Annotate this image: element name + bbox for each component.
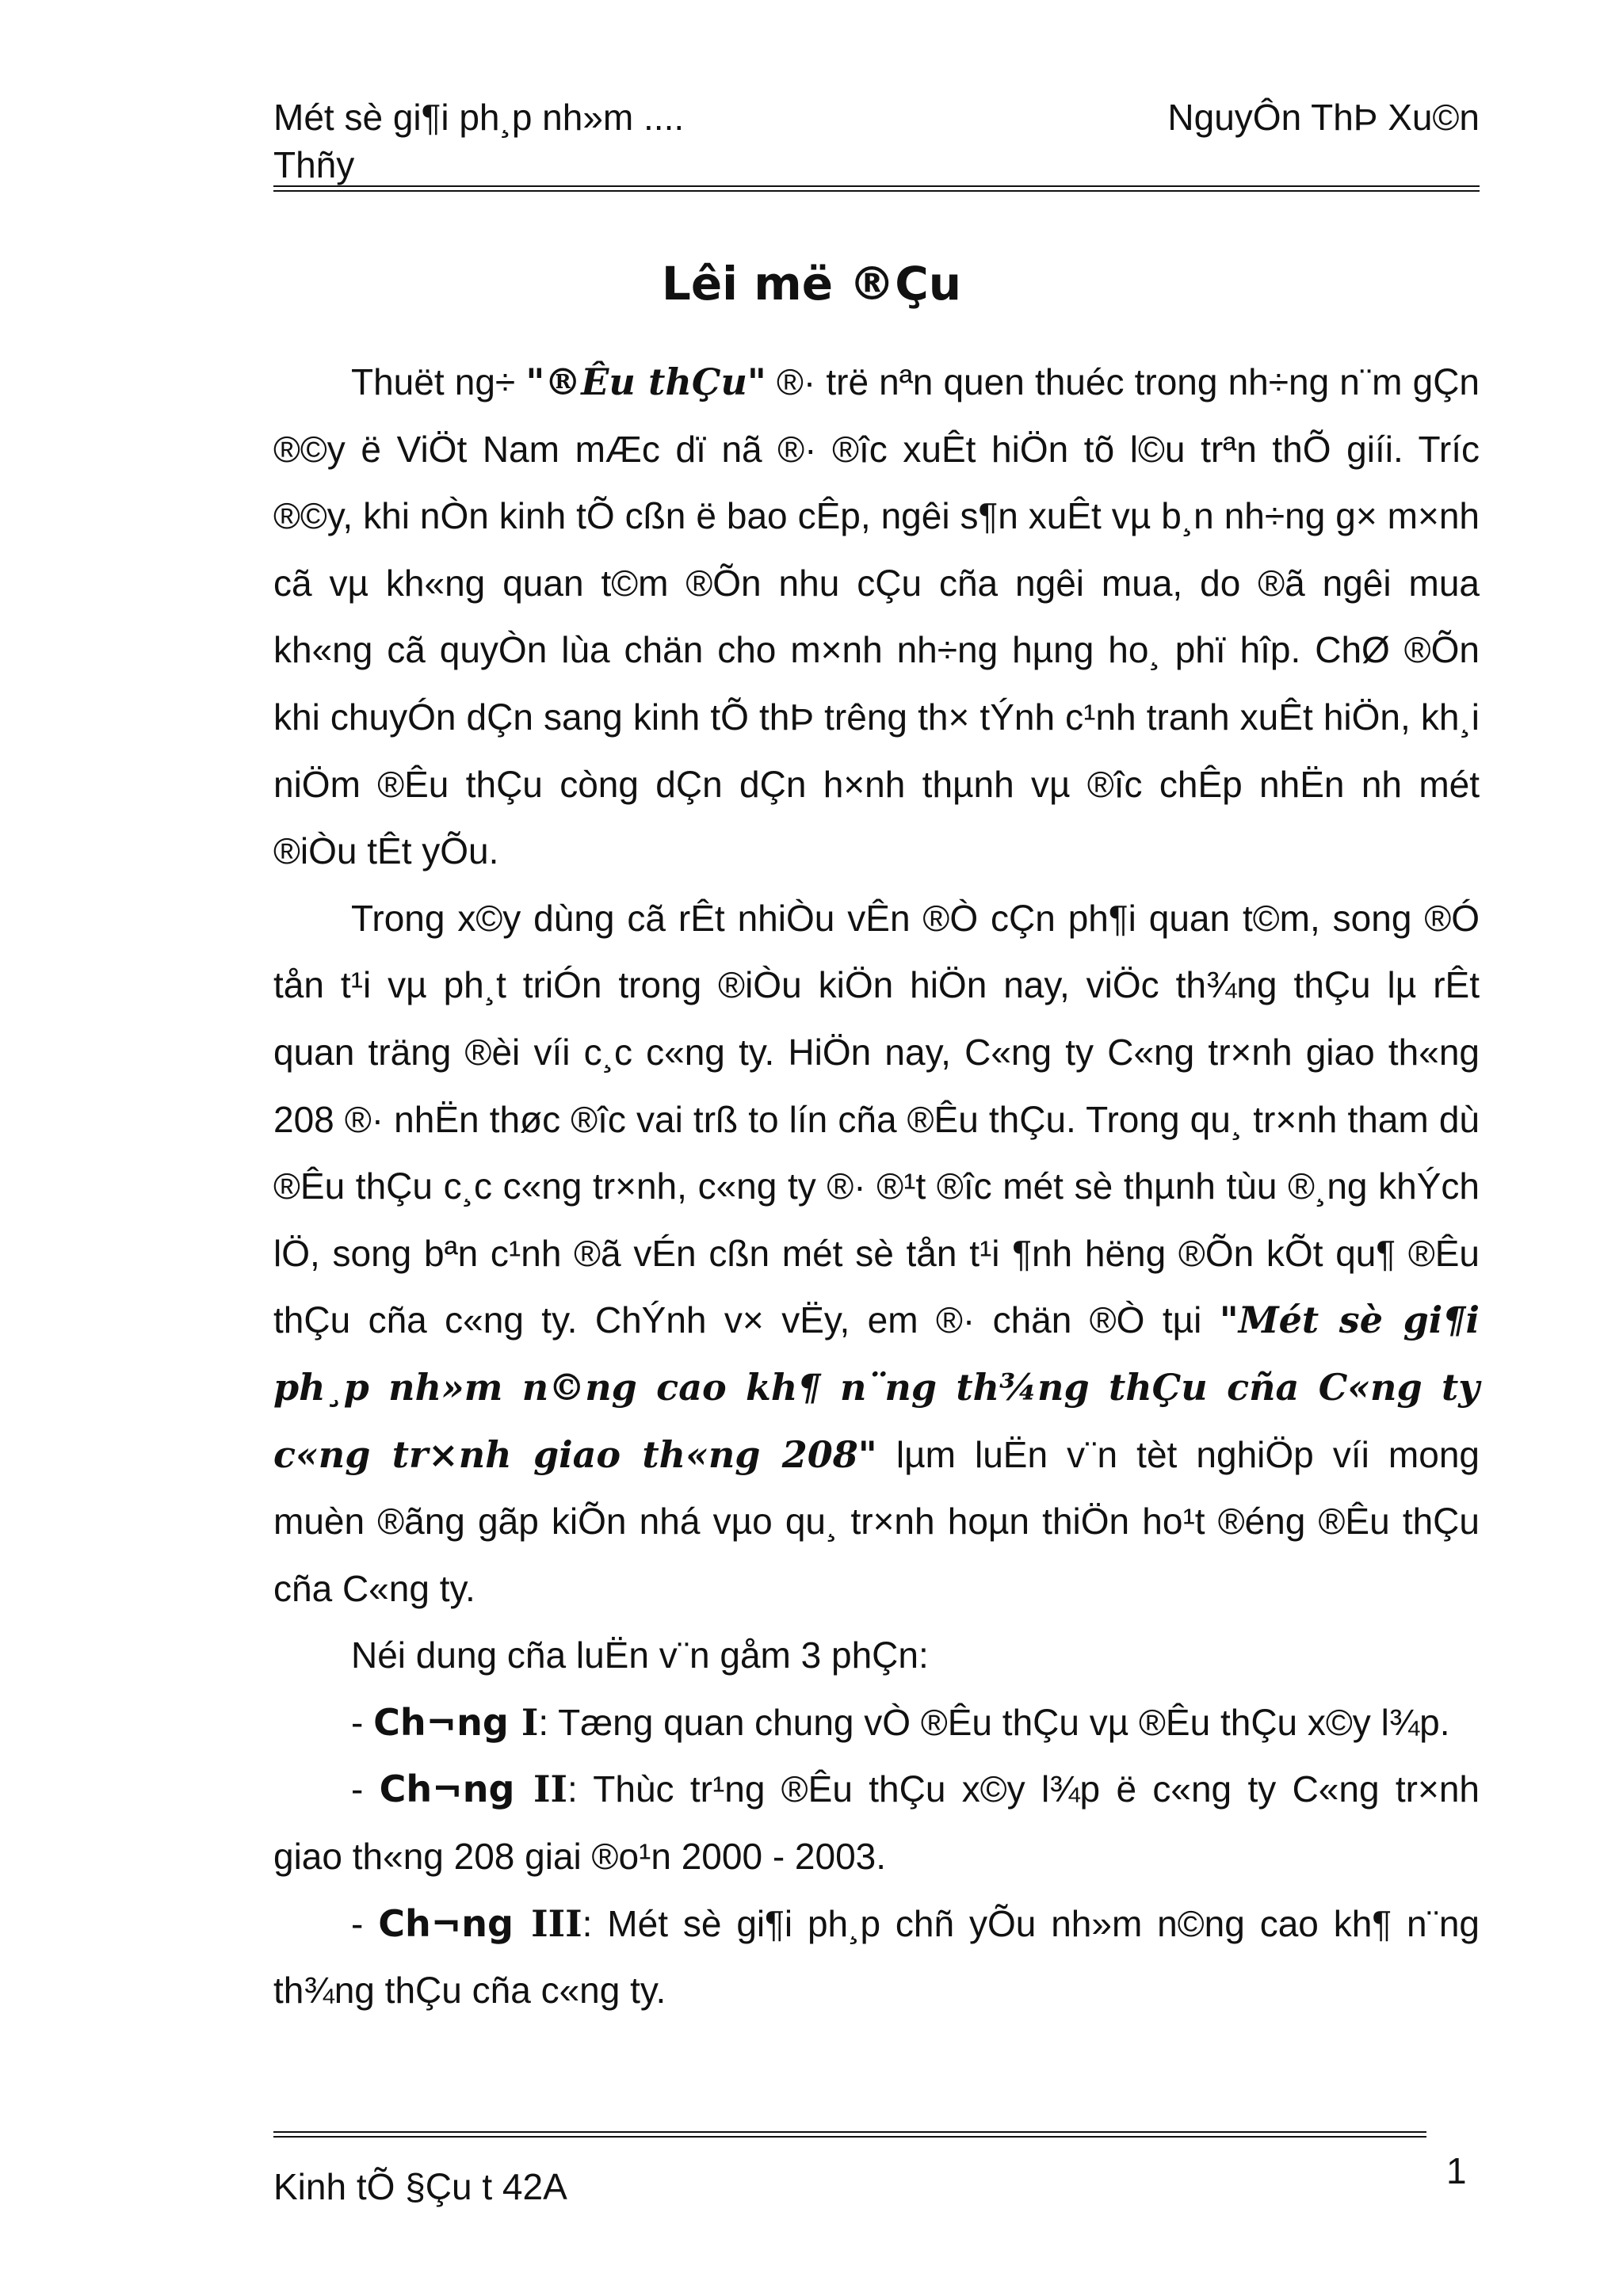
header-author-continued: Thñy — [273, 144, 355, 185]
header-thesis-title: Mét sè gi¶i ph¸p nh»m .... — [273, 97, 685, 138]
list-dash: - — [351, 1701, 374, 1743]
chapter-description: : Mét sè gi¶i ph¸p chñ yÕu nh»m n©ng cao kh¶ n¨ng th¾ng thÇu cña c«ng ty. — [273, 1902, 1480, 2012]
chapter-number: I — [521, 1700, 539, 1744]
paragraph-topic-text: Trong x©y dùng cã rÊt nhiÒu vÊn ®Ò cÇn ph¶i quan t©m, song ®Ó tån t¹i vµ ph¸t triÓn trong ®iÒu kiÖn hiÖn nay, viÖc th¾ng thÇu lµ rÊt quan träng ®èi víi c¸c c«ng ty. HiÖn nay, C«ng ty C«ng tr×nh giao th«ng 208 ®· nhËn thøc ®îc vai trß to lín cña ®Êu thÇu. Trong qu¸ tr×nh tham dù ®Êu thÇu c¸c c«ng tr×nh, c«ng ty ®· ®¹t ®îc mét sè thµnh tùu ®¸ng khÝch lÖ, song bªn c¹nh ®ã vÉn cßn mét sè tån t¹i ¶nh hëng ®Õn kÕt qu¶ ®Êu thÇu cña c«ng ty. ChÝnh v× vËy, em ®· chän ®Ò tµi — [273, 897, 1480, 1341]
chapter-label: Ch¬ng — [378, 1901, 532, 1945]
paragraph-intro-text: Thuët ng÷ — [351, 361, 526, 402]
chapter-item-3 — [273, 1890, 1480, 2024]
footer-rule — [273, 2131, 1426, 2138]
header-author: NguyÔn ThÞ Xu©n — [1167, 97, 1480, 138]
thesis-topic-emphasis: "Mét sè gi¶i ph¸p nh»m n©ng cao kh¶ n¨ng th¾ng thÇu cña C«ng ty c«ng tr×nh giao th«ng 208" — [273, 1299, 1480, 1476]
list-dash: - — [351, 1768, 380, 1810]
chapter-number: III — [531, 1901, 582, 1945]
footer-class-label: Kinh tÕ §Çu t 42A — [273, 2166, 567, 2207]
chapter-label: Ch¬ng — [373, 1700, 521, 1744]
chapter-item-1 — [273, 1689, 1480, 1756]
paragraph-topic — [273, 885, 1480, 1623]
paragraph-intro — [273, 349, 1480, 885]
paragraph-contents: Néi dung cña luËn v¨n gåm 3 phÇn: — [351, 1634, 929, 1676]
paragraph-intro-text-cont: ®· trë nªn quen thuéc trong nh÷ng n¨m gÇn ®©y ë ViÖt Nam mÆc dï nã ®· ®îc xuÊt hiÖn tõ l©u trªn thÕ giíi. Tríc ®©y, khi nÒn kinh tÕ cßn ë bao cÊp, ngêi s¶n xuÊt vµ b¸n nh÷ng g× m×nh cã vµ kh«ng quan t©m ®Õn nhu cÇu cña ngêi mua, do ®ã ngêi mua kh«ng cã quyÒn lùa chän cho m×nh nh÷ng hµng ho¸ phï hîp. ChØ ®Õn khi chuyÓn dÇn sang kinh tÕ thÞ trêng th× tÝnh c¹nh tranh xuÊt hiÖn, kh¸i niÖm ®Êu thÇu còng dÇn dÇn h×nh thµnh vµ ®îc chÊp nhËn nh mét ®iÒu tÊt yÕu. — [273, 361, 1480, 872]
term-emphasis: "®Êu thÇu" — [525, 360, 766, 403]
chapter-label: Ch¬ng — [379, 1768, 533, 1811]
chapter-item-2 — [273, 1756, 1480, 1890]
body-text — [273, 349, 1480, 2024]
header-rule — [273, 185, 1480, 192]
chapter-number: II — [533, 1768, 567, 1811]
chapter-description: : Tæng quan chung vÒ ®Êu thÇu vµ ®Êu thÇu x©y l¾p. — [538, 1701, 1450, 1743]
page-number: 1 — [1446, 2150, 1467, 2191]
paragraph-topic-text-cont: lµm luËn v¨n tèt nghiÖp víi mong muèn ®ãng gãp kiÕn nhá vµo qu¸ tr×nh hoµn thiÖn ho¹t ®éng ®Êu thÇu cña C«ng ty. — [273, 1433, 1480, 1609]
list-dash: - — [351, 1902, 379, 1944]
page-title: Lêi më ®Çu — [661, 257, 962, 311]
chapter-description: : Thùc tr¹ng ®Êu thÇu x©y l¾p ë c«ng ty C«ng tr×nh giao th«ng 208 giai ®o¹n 2000 - 2003. — [273, 1768, 1480, 1878]
